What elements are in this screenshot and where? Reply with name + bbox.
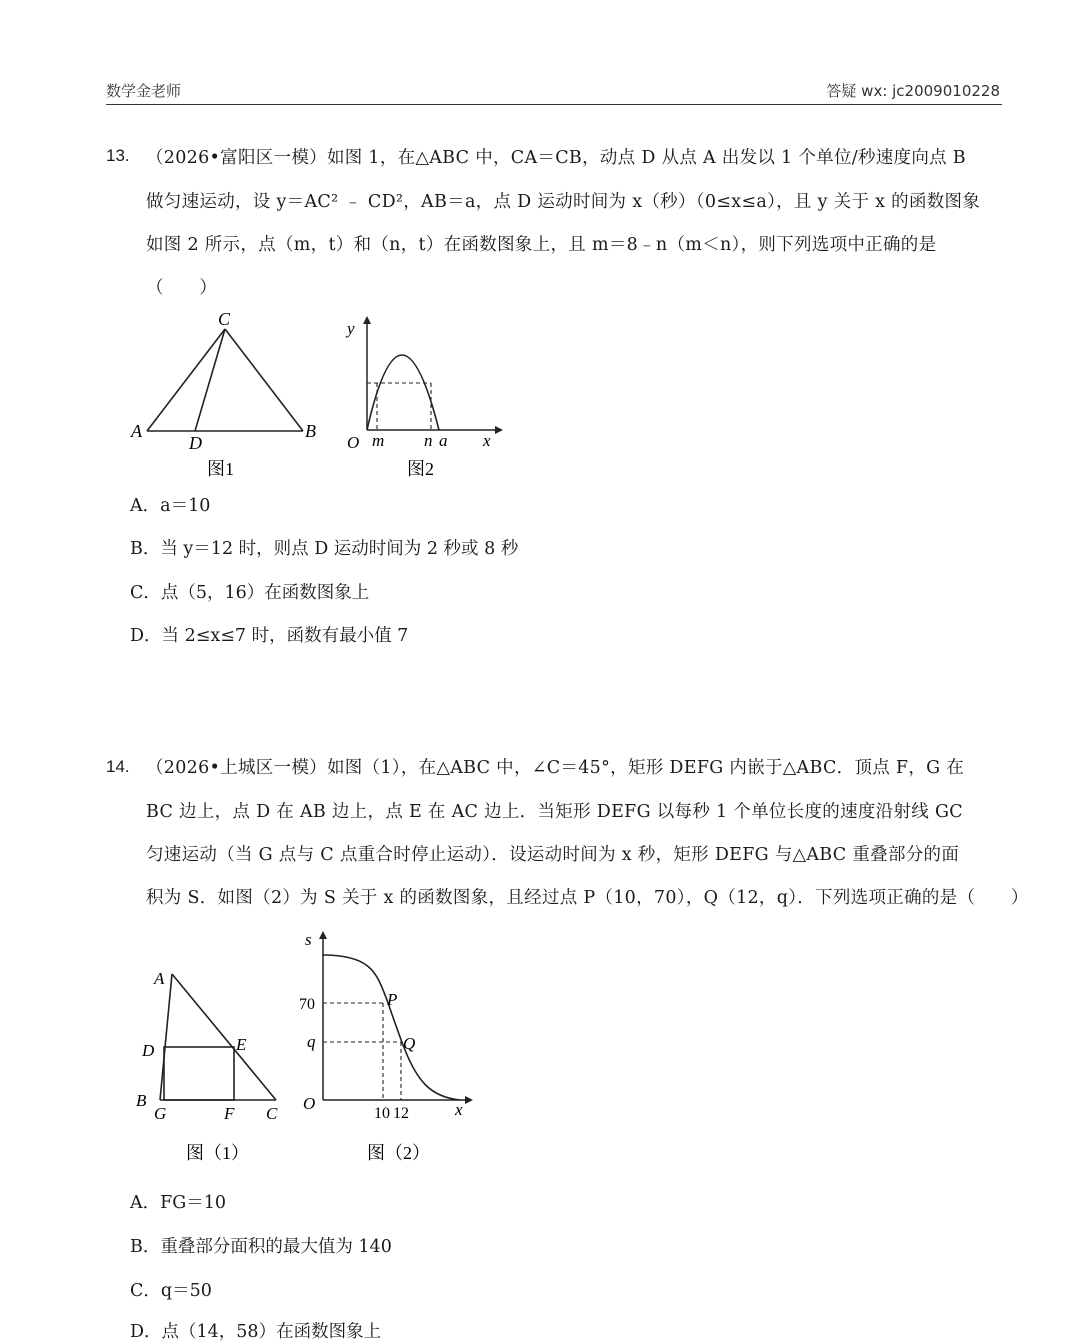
- q14-fig1-caption: 图（1）: [186, 1143, 249, 1163]
- q14-option-a: A．FG＝10: [130, 1193, 227, 1213]
- q13-option-d: D．当 2≤x≤7 时，函数有最小值 7: [130, 626, 409, 646]
- q13-fig2-caption: 图2: [407, 459, 434, 479]
- q14-fig2-label-x: x: [455, 1100, 463, 1119]
- q13-fig1-triangle: [125, 305, 325, 485]
- q14-fig2-label-10: 10: [374, 1105, 390, 1122]
- q14-line-3: 匀速运动（当 G 点与 C 点重合时停止运动）．设运动时间为 x 秒，矩形 DEFG 与△ABC 重叠部分的面: [146, 845, 960, 865]
- q13-line-4: （ ）: [146, 278, 218, 298]
- q13-fig2-label-n: n: [424, 431, 433, 450]
- q13-option-b: B．当 y＝12 时，则点 D 运动时间为 2 秒或 8 秒: [130, 539, 519, 559]
- q14-fig2-caption: 图（2）: [367, 1143, 430, 1163]
- q13-number: 13.: [106, 146, 130, 165]
- q14-option-b: B．重叠部分面积的最大值为 140: [130, 1237, 392, 1257]
- q13-option-a: A．a＝10: [130, 496, 211, 516]
- q14-line-1: （2026•上城区一模）如图（1），在△ABC 中，∠C＝45°，矩形 DEFG 内嵌于△ABC．顶点 F，G 在: [146, 758, 965, 778]
- q14-fig2-label-12: 12: [393, 1105, 409, 1122]
- q13-fig1-label-a: A: [131, 421, 142, 441]
- q14-fig2-graph: [295, 925, 480, 1170]
- q14-option-d: D．点（14，58）在函数图象上: [130, 1322, 382, 1342]
- q14-line-2: BC 边上，点 D 在 AB 边上，点 E 在 AC 边上．当矩形 DEFG 以每秒 1 个单位长度的速度沿射线 GC: [146, 802, 963, 822]
- q13-fig1-label-c: C: [218, 309, 231, 329]
- q13-fig2-label-o: O: [347, 433, 360, 452]
- q13-fig1-label-b: B: [305, 421, 316, 441]
- q14-fig2-label-p: P: [387, 990, 398, 1009]
- q14-fig1-label-a: A: [154, 969, 165, 988]
- q14-fig2-label-70: 70: [299, 996, 315, 1013]
- q14-fig1-label-f: F: [224, 1104, 235, 1123]
- q13-line-3: 如图 2 所示，点（m，t）和（n，t）在函数图象上，且 m＝8﹣n（m＜n），则下列选项中正确的是: [146, 235, 937, 255]
- q13-option-c: C．点（5，16）在函数图象上: [130, 583, 370, 603]
- header-left: 数学金老师: [106, 82, 182, 100]
- header-divider: [106, 104, 1002, 105]
- q14-fig1-triangle-rect: [130, 960, 290, 1170]
- q13-fig2-label-x: x: [483, 431, 491, 450]
- q13-line-2: 做匀速运动，设 y＝AC² ﹣ CD²，AB＝a，点 D 运动时间为 x（秒）（0≤x≤a），且 y 关于 x 的函数图象: [146, 192, 981, 212]
- q14-fig2-label-q-point: Q: [403, 1034, 416, 1053]
- q14-number: 14.: [106, 757, 130, 776]
- q14-fig1-label-g: G: [154, 1104, 167, 1123]
- q13-fig1-label-d: D: [189, 433, 202, 453]
- q13-fig2-graph: [335, 310, 510, 485]
- q13-fig2-label-a: a: [439, 431, 448, 450]
- q14-line-4: 积为 S．如图（2）为 S 关于 x 的函数图象，且经过点 P（10，70），Q（12，q）．下列选项正确的是（ ）: [146, 888, 1029, 908]
- q13-line-1: （2026•富阳区一模）如图 1，在△ABC 中，CA＝CB，动点 D 从点 A 出发以 1 个单位/秒速度向点 B: [146, 148, 966, 168]
- q14-fig1-label-c: C: [266, 1104, 278, 1123]
- q14-fig1-label-b: B: [136, 1091, 147, 1110]
- q14-fig2-label-o: O: [303, 1094, 316, 1113]
- q14-fig2-label-q: q: [307, 1032, 316, 1051]
- q14-fig1-label-d: D: [142, 1041, 155, 1060]
- q13-fig2-label-y: y: [347, 319, 355, 338]
- q13-fig1-caption: 图1: [207, 459, 234, 479]
- q14-option-c: C．q＝50: [130, 1281, 212, 1301]
- q13-fig2-label-m: m: [372, 431, 385, 450]
- q14-fig1-label-e: E: [236, 1035, 247, 1054]
- header-right: 答疑 wx: jc2009010228: [826, 82, 1000, 100]
- q14-fig2-label-s: s: [305, 930, 312, 949]
